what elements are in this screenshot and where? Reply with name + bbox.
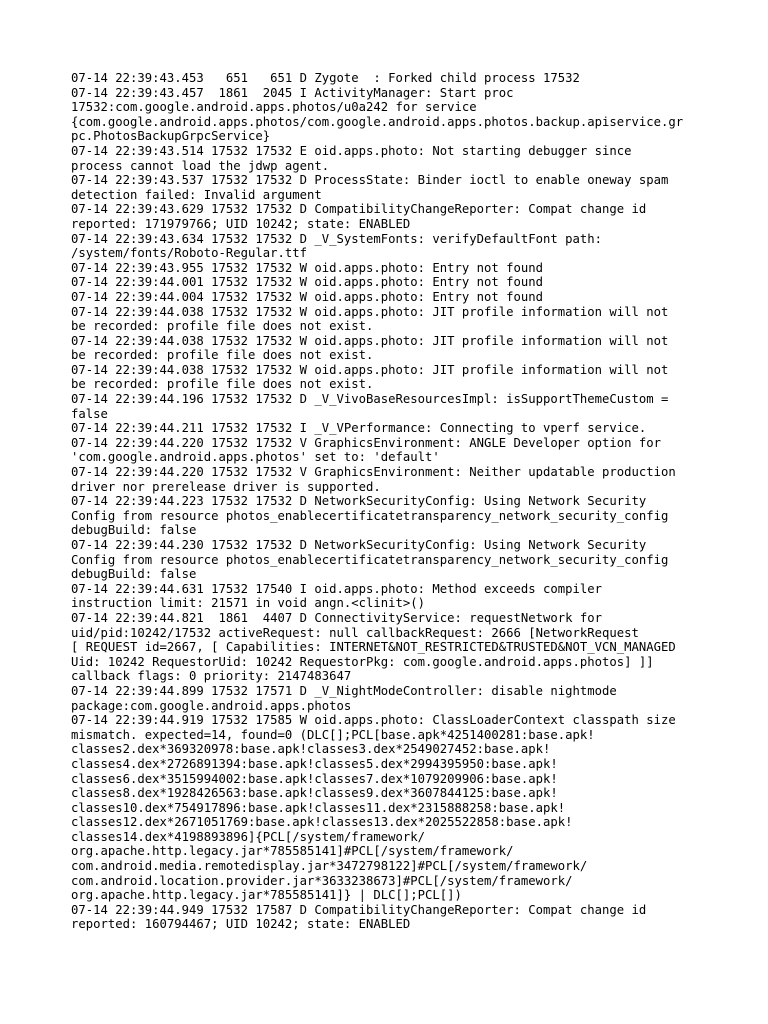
- log-line: 07-14 22:39:44.631 17532 17540 I oid.apps.photo: Method exceeds compiler: [71, 581, 603, 596]
- log-line: classes10.dex*754917896:base.apk!classes11.dex*2315888258:base.apk!: [71, 800, 566, 815]
- log-line: false: [71, 406, 108, 421]
- log-line: mismatch. expected=14, found=0 (DLC[];PCL[base.apk*4251400281:base.apk!: [71, 727, 595, 742]
- log-line: 07-14 22:39:43.537 17532 17532 D ProcessState: Binder ioctl to enable oneway spam: [71, 173, 669, 188]
- log-line: Config from resource photos_enablecertificatetransparency_network_security_config: [71, 552, 669, 567]
- log-line: 07-14 22:39:44.211 17532 17532 I _V_VPerformance: Connecting to vperf service.: [71, 421, 647, 436]
- log-line: 07-14 22:39:44.001 17532 17532 W oid.apps.photo: Entry not found: [71, 275, 544, 290]
- log-line: classes2.dex*369320978:base.apk!classes3.dex*2549027452:base.apk!: [71, 742, 551, 757]
- log-line: classes8.dex*1928426563:base.apk!classes9.dex*3607844125:base.apk!: [71, 786, 558, 801]
- log-line: com.android.location.provider.jar*3633238673]#PCL[/system/framework/: [71, 873, 573, 888]
- log-line: uid/pid:10242/17532 activeRequest: null callbackRequest: 2666 [NetworkRequest: [71, 625, 639, 640]
- log-document: [71, 71, 711, 932]
- log-line: pc.PhotosBackupGrpcService}: [71, 129, 271, 144]
- log-line: detection failed: Invalid argument: [71, 187, 322, 202]
- log-line: 17532:com.google.android.apps.photos/u0a242 for service: [71, 100, 477, 115]
- log-line: /system/fonts/Roboto-Regular.ttf: [71, 246, 308, 261]
- log-line: be recorded: profile file does not exist.: [71, 377, 374, 392]
- log-line: callback flags: 0 priority: 2147483647: [71, 669, 352, 684]
- log-line: be recorded: profile file does not exist.: [71, 348, 374, 363]
- log-line: process cannot load the jdwp agent.: [71, 158, 330, 173]
- log-line: com.android.media.remotedisplay.jar*3472798122]#PCL[/system/framework/: [71, 859, 588, 874]
- log-line: be recorded: profile file does not exist.: [71, 319, 374, 334]
- log-line: 07-14 22:39:44.949 17532 17587 D CompatibilityChangeReporter: Compat change id: [71, 902, 647, 917]
- log-line: 07-14 22:39:44.223 17532 17532 D NetworkSecurityConfig: Using Network Security: [71, 494, 647, 509]
- log-line: instruction limit: 21571 in void angn.<clinit>(): [71, 596, 426, 611]
- log-line: 07-14 22:39:44.004 17532 17532 W oid.apps.photo: Entry not found: [71, 289, 544, 304]
- log-line: classes4.dex*2726891394:base.apk!classes5.dex*2994395950:base.apk!: [71, 756, 558, 771]
- log-line: [ REQUEST id=2667, [ Capabilities: INTERNET&NOT_RESTRICTED&TRUSTED&NOT_VCN_MANAGED: [71, 640, 676, 655]
- log-line: classes6.dex*3515994002:base.apk!classes7.dex*1079209906:base.apk!: [71, 771, 558, 786]
- log-line: package:com.google.android.apps.photos: [71, 698, 352, 713]
- log-line: classes14.dex*4198893896]{PCL[/system/framework/: [71, 829, 426, 844]
- log-line: 07-14 22:39:44.899 17532 17571 D _V_NightModeController: disable nightmode: [71, 683, 617, 698]
- log-line: 07-14 22:39:44.230 17532 17532 D NetworkSecurityConfig: Using Network Security: [71, 538, 647, 552]
- log-line: Uid: 10242 RequestorUid: 10242 RequestorPkg: com.google.android.apps.photos] ]]: [71, 654, 654, 669]
- log-line: 07-14 22:39:44.038 17532 17532 W oid.apps.photo: JIT profile information will not: [71, 304, 669, 319]
- log-line: 07-14 22:39:44.919 17532 17585 W oid.apps.photo: ClassLoaderContext classpath size: [71, 713, 676, 728]
- log-line: org.apache.http.legacy.jar*785585141]#PCL[/system/framework/: [71, 844, 514, 859]
- log-line: 07-14 22:39:44.220 17532 17532 V GraphicsEnvironment: Neither updatable production: [71, 465, 676, 480]
- log-line: 07-14 22:39:43.955 17532 17532 W oid.apps.photo: Entry not found: [71, 260, 544, 275]
- log-line: classes12.dex*2671051769:base.apk!classes13.dex*2025522858:base.apk!: [71, 815, 573, 830]
- log-line: 07-14 22:39:44.220 17532 17532 V GraphicsEnvironment: ANGLE Developer option for: [71, 435, 662, 450]
- log-line: 07-14 22:39:43.629 17532 17532 D CompatibilityChangeReporter: Compat change id: [71, 202, 647, 217]
- log-line: 07-14 22:39:43.457 1861 2045 I ActivityManager: Start proc: [71, 85, 514, 100]
- log-line: reported: 160794467; UID 10242; state: ENABLED: [71, 917, 411, 932]
- log-line: 07-14 22:39:44.821 1861 4407 D ConnectivityService: requestNetwork for: [71, 610, 603, 625]
- log-line: 07-14 22:39:44.038 17532 17532 W oid.apps.photo: JIT profile information will not: [71, 333, 669, 348]
- log-line: 07-14 22:39:44.038 17532 17532 W oid.apps.photo: JIT profile information will not: [71, 362, 669, 377]
- log-line: driver nor prerelease driver is supported.: [71, 479, 381, 494]
- log-line: 07-14 22:39:43.634 17532 17532 D _V_SystemFonts: verifyDefaultFont path:: [71, 231, 603, 246]
- log-line: debugBuild: false: [71, 567, 197, 582]
- log-line: debugBuild: false: [71, 523, 197, 538]
- log-line: org.apache.http.legacy.jar*785585141]} | DLC[];PCL[]): [71, 888, 462, 903]
- log-line: reported: 171979766; UID 10242; state: ENABLED: [71, 216, 411, 231]
- log-line: 07-14 22:39:43.453 651 651 D Zygote : Forked child process 17532: [71, 71, 580, 85]
- log-line: Config from resource photos_enablecertificatetransparency_network_security_config: [71, 508, 669, 523]
- log-line: 07-14 22:39:43.514 17532 17532 E oid.apps.photo: Not starting debugger since: [71, 143, 632, 158]
- log-line: {com.google.android.apps.photos/com.google.android.apps.photos.backup.apiservice.gr: [71, 114, 684, 129]
- log-line: 07-14 22:39:44.196 17532 17532 D _V_VivoBaseResourcesImpl: isSupportThemeCustom =: [71, 392, 669, 407]
- log-line: 'com.google.android.apps.photos' set to: 'default': [71, 450, 440, 465]
